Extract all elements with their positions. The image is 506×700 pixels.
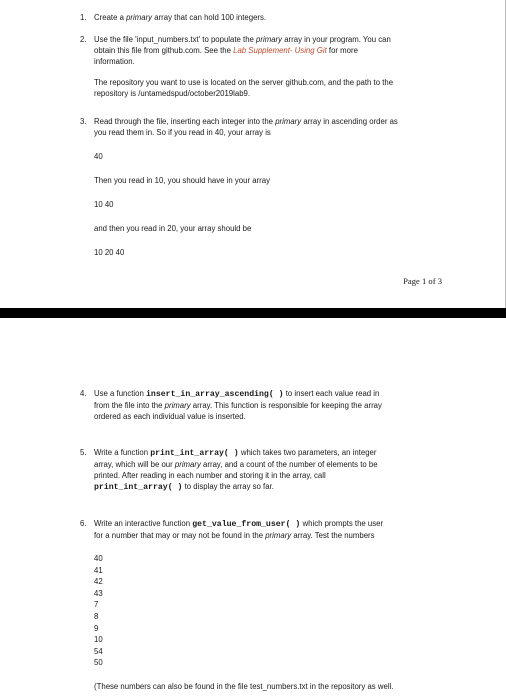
- function-name: get_value_from_user( ): [192, 520, 301, 529]
- item-text: Write a function print_int_array( ) which takes two parameters, an integer array, which will be our primary array, and a count of the number of elements to be printed. After reading in each number and storing it in the array, call print_int_array( ) to display the array so far.: [94, 448, 378, 492]
- test-numbers-note: (These numbers can also be found in the file test_numbers.txt in the repository as well.: [94, 681, 394, 691]
- page-number: Page 1 of 3: [403, 276, 442, 286]
- item-text: Use the file 'input_numbers.txt' to populate the primary array in your program. You can obtain this file from github.com. See the Lab Supplement- Using Git for more information. The repository you want to use is located on the server github.com, and the path to the repository is /untamedspud/october2019lab9.: [94, 35, 394, 98]
- lab-supplement-link[interactable]: Lab Supplement- Using Git: [233, 46, 327, 55]
- array-example-2: 10 40: [94, 200, 114, 209]
- item-text: Use a function insert_in_array_ascending( ) to insert each value read in from the file into the primary array. This function is responsible for keeping the array ordered as each individual value is inserted.: [94, 389, 382, 421]
- document-page-1: [0, 0, 506, 308]
- list-item: 8: [94, 611, 99, 621]
- list-item: 42: [94, 577, 103, 587]
- list-item: 54: [94, 646, 103, 656]
- document-page-2: [0, 318, 506, 700]
- item-text: Write an interactive function get_value_from_user( ) which prompts the user for a number that may or may not be found in the primary array. Test the numbers 40 41 42 43 7 8 9 10 54 50 (These numbers can also be found in the file test_numbers.txt in the repository as well.: [94, 519, 394, 691]
- item-number: 5.: [80, 448, 87, 457]
- item-text: Read through the file, inserting each integer into the primary array in ascending order as you read them in. So if you read in 40, your array is 40 Then you read in 10, you should have in your array 10 40 and then you read in 20, your array should be 10 20 40: [94, 117, 398, 257]
- item-number: 2.: [80, 35, 87, 44]
- list-item: 40: [94, 554, 103, 563]
- function-name: insert_in_array_ascending( ): [146, 390, 284, 399]
- list-item: 50: [94, 658, 103, 668]
- list-item: 43: [94, 588, 103, 598]
- item-number: 3.: [80, 117, 87, 126]
- item-text: Create a primary array that can hold 100 integers.: [94, 13, 267, 22]
- function-name: print_int_array( ): [150, 449, 239, 458]
- test-numbers-list: [94, 553, 393, 669]
- item-number: 1.: [80, 13, 87, 22]
- item-number: 6.: [80, 519, 87, 528]
- array-example-3: 10 20 40: [94, 248, 125, 257]
- list-item: 7: [94, 600, 99, 610]
- repository-info-line-1: The repository you want to use is located on the server github.com, and the path to the: [94, 78, 394, 87]
- item-number: 4.: [80, 389, 87, 398]
- array-example-1: 40: [94, 152, 103, 161]
- function-name: print_int_array( ): [94, 483, 183, 492]
- list-item: 9: [94, 623, 99, 633]
- list-item: 10: [94, 635, 103, 645]
- list-item: 41: [94, 565, 103, 575]
- repository-info-line-2: repository is /untamedspud/october2019lab9.: [94, 89, 251, 98]
